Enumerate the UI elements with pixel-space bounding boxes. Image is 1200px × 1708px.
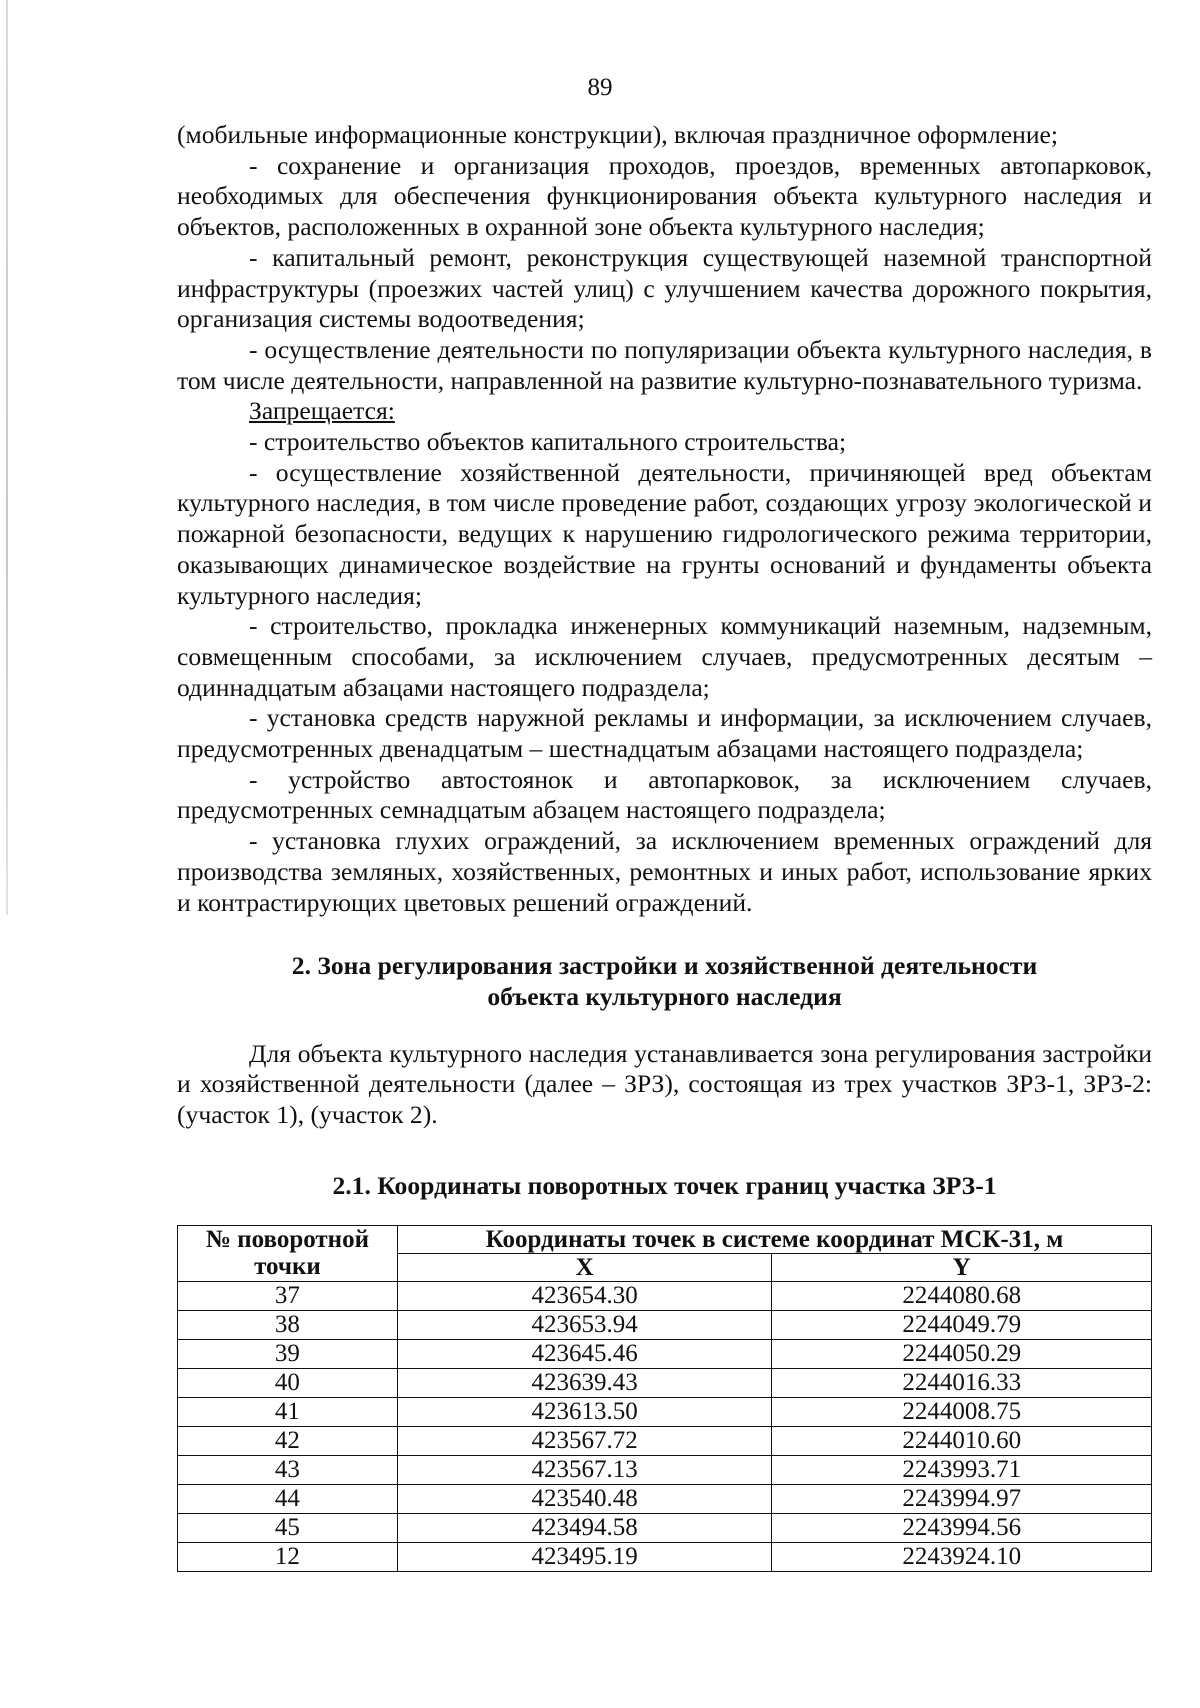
cell-y: 2244016.33 xyxy=(772,1368,1152,1397)
cell-x: 423654.30 xyxy=(397,1281,772,1310)
table-row xyxy=(178,1310,1152,1339)
table-row xyxy=(178,1455,1152,1484)
scan-edge-shadow xyxy=(6,0,8,915)
header-point-line1: № поворотной xyxy=(205,1226,369,1253)
paragraph-prohibited-fences: - установка глухих ограждений, за исключением временных ограждений для производства земляных, хозяйственных, ремонтных и иных работ, использование ярких и контрастирующих цветовых решений ограждений. xyxy=(177,826,1152,917)
cell-point: 40 xyxy=(178,1368,398,1397)
table-row xyxy=(178,1368,1152,1397)
cell-x: 423567.72 xyxy=(397,1426,772,1455)
table-row xyxy=(178,1542,1152,1571)
cell-x: 423540.48 xyxy=(397,1484,772,1513)
cell-y: 2244008.75 xyxy=(772,1397,1152,1426)
cell-point: 12 xyxy=(178,1542,398,1571)
cell-y: 2243994.56 xyxy=(772,1513,1152,1542)
table-row xyxy=(178,1426,1152,1455)
cell-x: 423567.13 xyxy=(397,1455,772,1484)
paragraph-prohibited-construction: - строительство объектов капитального строительства; xyxy=(249,427,847,457)
cell-y: 2243924.10 xyxy=(772,1542,1152,1571)
cell-point: 38 xyxy=(178,1310,398,1339)
cell-x: 423613.50 xyxy=(397,1397,772,1426)
cell-x: 423494.58 xyxy=(397,1513,772,1542)
paragraph-prohibited-communications: - строительство, прокладка инженерных коммуникаций наземным, надземным, совмещенным способами, за исключением случаев, предусмотренных десятым – одиннадцатым абзацами настоящего подраздела; xyxy=(177,611,1152,702)
cell-point: 44 xyxy=(178,1484,398,1513)
table-row xyxy=(178,1397,1152,1426)
table-header-row xyxy=(178,1225,1152,1253)
cell-y: 2243994.97 xyxy=(772,1484,1152,1513)
document-body xyxy=(177,120,1152,1572)
table-title: 2.1. Координаты поворотных точек границ участка ЗРЗ-1 xyxy=(332,1170,997,1200)
table-row xyxy=(178,1339,1152,1368)
cell-point: 43 xyxy=(178,1455,398,1484)
cell-y: 2244049.79 xyxy=(772,1310,1152,1339)
cell-y: 2244010.60 xyxy=(772,1426,1152,1455)
cell-point: 45 xyxy=(178,1513,398,1542)
paragraph-prohibited-activity: - осуществление хозяйственной деятельности, причиняющей вред объектам культурного наследия, в том числе проведение работ, создающих угрозу экологической и пожарной безопасности, ведущих к нарушению гидрологического режима территории, оказывающих динамическое воздействие на грунты оснований и фундаменты объекта культурного наследия; xyxy=(177,457,1152,610)
cell-point: 41 xyxy=(178,1397,398,1426)
cell-point: 39 xyxy=(178,1339,398,1368)
paragraph-allowed-infrastructure: - капитальный ремонт, реконструкция существующей наземной транспортной инфраструктуры (проезжих частей улиц) с улучшением качества дорожного покрытия, организация системы водоотведения; xyxy=(177,242,1152,334)
cell-x: 423645.46 xyxy=(397,1339,772,1368)
paragraph-continuation: (мобильные информационные конструкции), включая праздничное оформление; xyxy=(177,120,1058,149)
cell-x: 423653.94 xyxy=(397,1310,772,1339)
header-point-number xyxy=(178,1225,398,1281)
prohibited-label-text: Запрещается: xyxy=(249,396,395,426)
section-intro: Для объекта культурного наследия устанавливается зона регулирования застройки и хозяйственной деятельности (далее – ЗРЗ), состоящая из трех участков ЗРЗ-1, ЗРЗ-2: (участок 1), (участок 2). xyxy=(177,1038,1152,1130)
paragraph-allowed-passages: - сохранение и организация проходов, проездов, временных автопарковок, необходимых для обеспечения функционирования объекта культурного наследия и объектов, расположенных в охранной зоне объекта культурного наследия; xyxy=(177,150,1152,242)
paragraph-prohibited-advertising: - установка средств наружной рекламы и информации, за исключением случаев, предусмотренных двенадцатым – шестнадцатым абзацами настоящего подраздела; xyxy=(177,703,1152,764)
section-heading-line1: 2. Зона регулирования застройки и хозяйственной деятельности xyxy=(291,951,1038,981)
page-number: 89 xyxy=(587,74,613,101)
cell-x: 423639.43 xyxy=(397,1368,772,1397)
section-heading-line2: объекта культурного наследия xyxy=(487,981,842,1011)
cell-point: 42 xyxy=(178,1426,398,1455)
prohibited-label xyxy=(177,396,1152,427)
header-point-line2: точки xyxy=(254,1253,321,1280)
paragraph-prohibited-parking: - устройство автостоянок и автопарковок, за исключением случаев, предусмотренных семнадцатым абзацем настоящего подраздела; xyxy=(177,764,1152,825)
table-row xyxy=(178,1484,1152,1513)
cell-y: 2243993.71 xyxy=(772,1455,1152,1484)
header-y: Y xyxy=(772,1253,1152,1281)
table-row xyxy=(178,1513,1152,1542)
table-row xyxy=(178,1281,1152,1310)
cell-x: 423495.19 xyxy=(397,1542,772,1571)
cell-y: 2244050.29 xyxy=(772,1339,1152,1368)
paragraph-allowed-popularization: - осуществление деятельности по популяризации объекта культурного наследия, в том числе деятельности, направленной на развитие культурно-познавательного туризма. xyxy=(177,334,1152,395)
header-coordinates: Координаты точек в системе координат МСК-31, м xyxy=(397,1225,1151,1253)
cell-y: 2244080.68 xyxy=(772,1281,1152,1310)
coordinates-table xyxy=(177,1225,1152,1572)
header-x: X xyxy=(397,1253,772,1281)
cell-point: 37 xyxy=(178,1281,398,1310)
